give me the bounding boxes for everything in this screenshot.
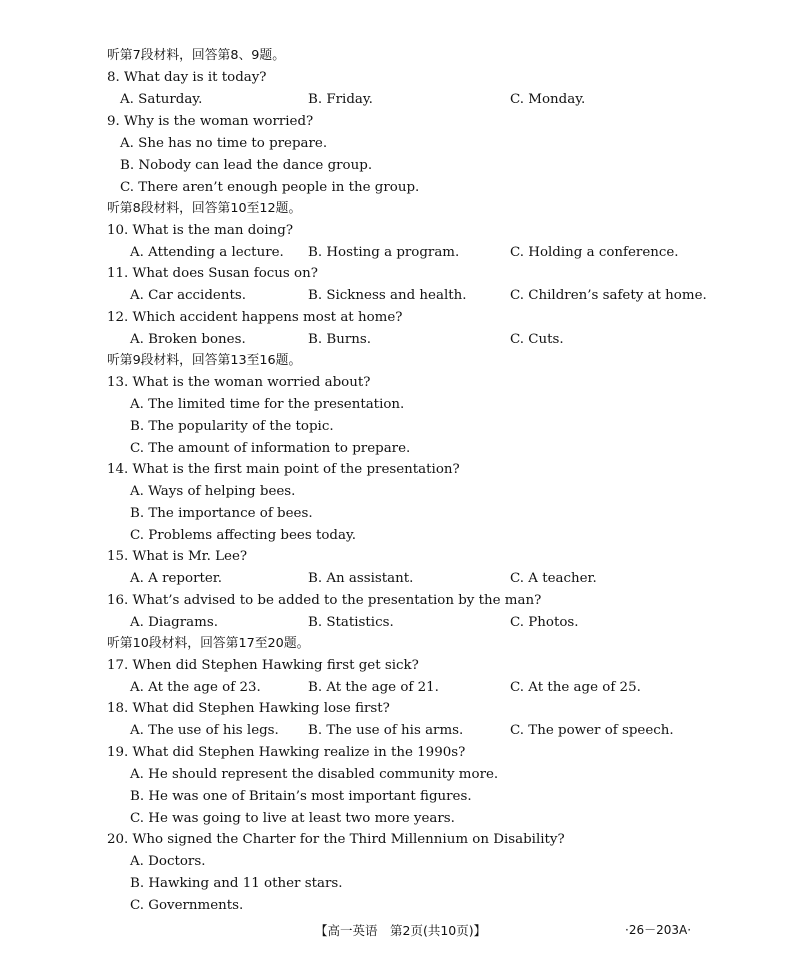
option-a: A. The limited time for the presentation.: [130, 397, 405, 412]
question-20: 20. Who signed the Charter for the Third Millennium on Disability?: [107, 832, 565, 847]
option-a: A. The use of his legs.: [130, 723, 279, 738]
option-b: B. Burns.: [308, 332, 371, 347]
option-c: C. Holding a conference.: [510, 245, 679, 260]
option-c: C. The power of speech.: [510, 723, 674, 738]
option-c: C. Children’s safety at home.: [510, 288, 707, 303]
question-11: 11. What does Susan focus on?: [107, 266, 318, 281]
option-c: C. A teacher.: [510, 571, 597, 586]
question-12: 12. Which accident happens most at home?: [107, 310, 403, 325]
section-heading: 听第10段材料，回答第17至20题。: [107, 636, 310, 651]
option-a: A. Broken bones.: [130, 332, 246, 347]
section-heading: 听第9段材料，回答第13至16题。: [107, 353, 302, 368]
option-a: A. Diagrams.: [130, 615, 218, 630]
question-19: 19. What did Stephen Hawking realize in the 1990s?: [107, 745, 466, 760]
option-b: B. The importance of bees.: [130, 506, 313, 521]
option-a: A. At the age of 23.: [130, 680, 261, 695]
option-b: B. Nobody can lead the dance group.: [120, 158, 373, 173]
option-c: C. Governments.: [130, 898, 244, 913]
page-footer-label: 【高一英语 第2页(共10页)】: [315, 923, 487, 938]
option-a: A. Doctors.: [130, 854, 206, 869]
option-b: B. He was one of Britain’s most important figures.: [130, 789, 472, 804]
option-a: A. He should represent the disabled community more.: [130, 767, 499, 782]
question-10: 10. What is the man doing?: [107, 223, 294, 238]
option-c: C. Cuts.: [510, 332, 564, 347]
section-heading: 听第8段材料，回答第10至12题。: [107, 201, 302, 216]
question-15: 15. What is Mr. Lee?: [107, 549, 248, 564]
option-c: C. Monday.: [510, 92, 586, 107]
option-b: B. Sickness and health.: [308, 288, 467, 303]
option-b: B. Hawking and 11 other stars.: [130, 876, 343, 891]
question-18: 18. What did Stephen Hawking lose first?: [107, 701, 390, 716]
option-b: B. An assistant.: [308, 571, 414, 586]
option-b: B. Statistics.: [308, 615, 394, 630]
question-14: 14. What is the first main point of the presentation?: [107, 462, 460, 477]
question-8: 8. What day is it today?: [107, 70, 267, 85]
page-code: ·26－203A·: [625, 923, 692, 937]
option-a: A. She has no time to prepare.: [120, 136, 328, 151]
option-b: B. The popularity of the topic.: [130, 419, 334, 434]
option-c: C. The amount of information to prepare.: [130, 441, 411, 456]
option-b: B. Hosting a program.: [308, 245, 460, 260]
option-a: A. Ways of helping bees.: [130, 484, 296, 499]
option-c: C. At the age of 25.: [510, 680, 641, 695]
option-a: A. Car accidents.: [130, 288, 246, 303]
option-a: A. Saturday.: [120, 92, 203, 107]
option-b: B. Friday.: [308, 92, 373, 107]
option-b: B. At the age of 21.: [308, 680, 439, 695]
option-c: C. Problems affecting bees today.: [130, 528, 356, 543]
option-a: A. A reporter.: [130, 571, 222, 586]
question-13: 13. What is the woman worried about?: [107, 375, 371, 390]
option-c: C. Photos.: [510, 615, 579, 630]
question-9: 9. Why is the woman worried?: [107, 114, 314, 129]
option-a: A. Attending a lecture.: [130, 245, 284, 260]
question-16: 16. What’s advised to be added to the presentation by the man?: [107, 593, 542, 608]
option-c: C. There aren’t enough people in the group.: [120, 180, 420, 195]
section-heading: 听第7段材料，回答第8、9题。: [107, 48, 285, 63]
option-c: C. He was going to live at least two more years.: [130, 811, 455, 826]
question-17: 17. When did Stephen Hawking first get sick?: [107, 658, 419, 673]
option-b: B. The use of his arms.: [308, 723, 464, 738]
